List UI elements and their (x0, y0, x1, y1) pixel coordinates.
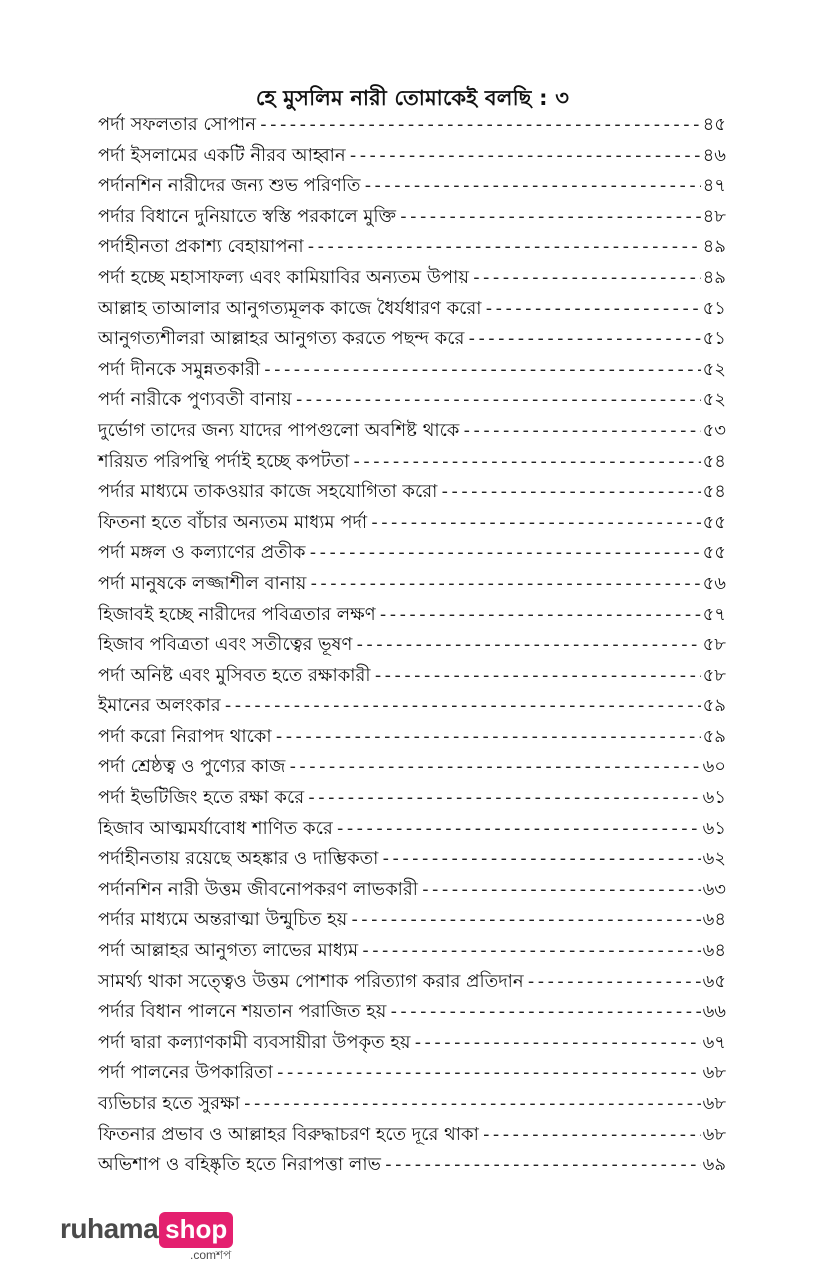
toc-entry (98, 141, 726, 172)
toc-entry (98, 661, 726, 692)
toc-entry-page-number: ৫২ (702, 389, 726, 411)
toc-entry (98, 385, 726, 416)
toc-entry-page-number: ৪৬ (702, 144, 726, 166)
toc-entry-title: পর্দা শ্রেষ্ঠত্ব ও পুণ্যের কাজ (98, 756, 286, 778)
toc-entry-page-number: ৫৯ (702, 725, 726, 747)
toc-dash-leader (388, 1001, 700, 1022)
toc-dash-leader (348, 145, 701, 166)
toc-entry (98, 508, 726, 539)
toc-dash-leader (412, 1032, 700, 1053)
toc-dash-leader (362, 175, 700, 196)
toc-entry-page-number: ৬৪ (702, 940, 726, 962)
toc-entry-page-number: ৫১ (702, 297, 726, 319)
toc-dash-leader (308, 573, 700, 594)
toc-entry-title: পর্দা দ্বারা কল্যাণকামী ব্যবসায়ীরা উপকৃত হয় (98, 1031, 411, 1053)
toc-dash-leader (380, 848, 700, 869)
toc-entry-page-number: ৫১ (702, 328, 726, 350)
toc-entry-title: পর্দা করো নিরাপদ থাকো (98, 725, 272, 747)
toc-entry-page-number: ৫৯ (702, 695, 726, 717)
toc-entry (98, 967, 726, 998)
toc-entry (98, 936, 726, 967)
toc-entry-page-number: ৬৮ (702, 1093, 726, 1114)
toc-entry-title: আল্লাহ তাআলার আনুগত্যমূলক কাজে ধৈর্যধারণ করো (98, 297, 482, 319)
toc-entry-page-number: ৬২ (702, 848, 726, 870)
toc-entry-page-number: ৬৩ (702, 878, 726, 900)
toc-entry (98, 1120, 726, 1151)
toc-entry-page-number: ৬১ (702, 787, 726, 809)
toc-entry-page-number: ৫৮ (702, 664, 726, 686)
toc-dash-leader (373, 665, 701, 686)
toc-dash-leader (471, 267, 701, 288)
logo-brand-text: ruhama (60, 1213, 159, 1244)
toc-dash-leader (461, 420, 700, 441)
toc-dash-leader (481, 1124, 701, 1145)
toc-dash-leader (466, 328, 700, 349)
toc-entry-title: পর্দার মাধ্যমে অন্তরাত্মা উন্মুচিত হয় (98, 909, 348, 931)
toc-entry-page-number: ৬৮ (702, 1123, 726, 1145)
toc-entry (98, 844, 726, 875)
logo-shop-text: shop (159, 1212, 233, 1248)
toc-entry-page-number: ৬৫ (702, 970, 726, 992)
toc-dash-leader (308, 542, 701, 563)
toc-dash-leader (398, 206, 701, 227)
toc-entry-title: পর্দা মঙ্গল ও কল্যাণের প্রতীক (98, 542, 306, 564)
toc-entry-title: ফিতনার প্রভাব ও আল্লাহর বিরুদ্ধাচরণ হতে দূরে থাকা (98, 1123, 479, 1145)
toc-dash-leader (306, 236, 701, 257)
toc-dash-leader (223, 695, 701, 716)
toc-entry-title: পর্দানশিন নারীদের জন্য শুভ পরিণতি (98, 175, 361, 197)
toc-dash-leader (349, 909, 700, 930)
toc-entry-page-number: ৪৮ (702, 205, 726, 227)
toc-entry-title: পর্দা পালনের উপকারিতা (98, 1062, 273, 1084)
toc-entry-title: আনুগত্যশীলরা আল্লাহর আনুগত্য করতে পছন্দ করে (98, 328, 465, 350)
toc-entry-title: হিজাবই হচ্ছে নারীদের পবিত্রতার লক্ষণ (98, 603, 376, 625)
toc-dash-leader (258, 114, 701, 135)
toc-dash-leader (369, 512, 701, 533)
toc-dash-leader (351, 451, 700, 472)
toc-entry-page-number: ৬৭ (702, 1031, 726, 1053)
toc-entry-title: হিজাব পবিত্রতা এবং সতীত্বের ভূষণ (98, 634, 353, 656)
toc-entry-page-number: ৫৮ (702, 634, 726, 656)
logo-shop-badge (159, 1210, 233, 1262)
toc-entry-title: পর্দা নারীকে পুণ্যবতী বানায় (98, 389, 292, 411)
toc-entry-page-number: ৫৭ (702, 603, 726, 625)
toc-dash-leader (484, 298, 701, 319)
toc-entry-title: ইমানের অলংকার (98, 695, 221, 717)
toc-entry-page-number: ৪৫ (702, 114, 726, 135)
toc-entry-title: পর্দার বিধান পালনে শয়তান পরাজিত হয় (98, 1001, 387, 1023)
toc-entry (98, 416, 726, 447)
toc-entry (98, 722, 726, 753)
logo-domain-text: .comশপ (190, 1248, 232, 1262)
toc-entry-title: পর্দার মাধ্যমে তাকওয়ার কাজে সহযোগিতা করো (98, 481, 438, 503)
toc-entry (98, 171, 726, 202)
toc-entry-page-number: ৬৬ (702, 1001, 726, 1023)
toc-entry-title: পর্দা দীনকে সমুন্নতকারী (98, 358, 261, 380)
toc-entry-title: অভিশাপ ও বহিষ্কৃতি হতে নিরাপত্তা লাভ (98, 1154, 381, 1176)
toc-entry (98, 569, 726, 600)
toc-entry-page-number: ৫৫ (702, 511, 726, 533)
toc-dash-leader (383, 1154, 701, 1175)
toc-entry-page-number: ৫৩ (702, 419, 726, 441)
toc-entry-page-number: ৫৪ (702, 450, 726, 472)
toc-entry (98, 997, 726, 1028)
toc-entry (98, 355, 726, 386)
toc-dash-leader (420, 879, 701, 900)
toc-entry (98, 263, 726, 294)
toc-entry (98, 1150, 726, 1181)
toc-entry (98, 1089, 726, 1120)
toc-dash-leader (287, 756, 700, 777)
toc-entry-title: পর্দাহীনতায় রয়েছে অহঙ্কার ও দাম্ভিকতা (98, 848, 379, 870)
toc-entry-title: শরিয়ত পরিপন্থি পর্দাই হচ্ছে কপটতা (98, 450, 350, 472)
toc-entry (98, 814, 726, 845)
toc-entry-title: পর্দা ইভটিজিং হতে রক্ষা করে (98, 787, 305, 809)
publisher-logo (60, 1210, 233, 1260)
toc-entry (98, 783, 726, 814)
toc-dash-leader (354, 634, 700, 655)
toc-entry (98, 447, 726, 478)
toc-entry-title: পর্দা সফলতার সোপান (98, 114, 257, 135)
toc-entry (98, 752, 726, 783)
toc-entry-title: পর্দা আল্লাহর আনুগত্য লাভের মাধ্যম (98, 940, 359, 962)
toc-entry-page-number: ৫৬ (702, 572, 726, 594)
toc-dash-leader (294, 389, 701, 410)
toc-entry-title: পর্দা হচ্ছে মহাসাফল্য এবং কামিয়াবির অন্যতম উপায় (98, 266, 469, 288)
toc-entry-page-number: ৬৪ (702, 909, 726, 931)
toc-entry-title: পর্দার বিধানে দুনিয়াতে স্বস্তি পরকালে মুক্তি (98, 205, 397, 227)
toc-entry-title: দুর্ভোগ তাদের জন্য যাদের পাপগুলো অবশিষ্ট থাকে (98, 419, 460, 441)
toc-entry (98, 905, 726, 936)
toc-entry-page-number: ৫২ (702, 358, 726, 380)
toc-entry (98, 600, 726, 631)
toc-entry-title: পর্দাহীনতা প্রকাশ্য বেহায়াপনা (98, 236, 304, 258)
toc-entry-page-number: ৬০ (702, 756, 726, 778)
toc-entry (98, 538, 726, 569)
toc-entry-page-number: ৫৪ (702, 481, 726, 503)
toc-entry (98, 875, 726, 906)
toc-entry (98, 202, 726, 233)
toc-entry-page-number: ৪৯ (702, 236, 726, 258)
toc-entry-title: ফিতনা হতে বাঁচার অন্যতম মাধ্যম পর্দা (98, 511, 368, 533)
toc-entry (98, 630, 726, 661)
toc-entry-title: হিজাব আত্মমর্যাবোধ শাণিত করে (98, 817, 333, 839)
toc-entry-title: পর্দা অনিষ্ট এবং মুসিবত হতে রক্ষাকারী (98, 664, 371, 686)
toc-entry-page-number: ৪৭ (702, 175, 726, 197)
toc-dash-leader (526, 971, 701, 992)
toc-entry (98, 294, 726, 325)
toc-entry-page-number: ৫৫ (702, 542, 726, 564)
toc-dash-leader (378, 604, 701, 625)
toc-entry-page-number: ৬১ (702, 817, 726, 839)
toc-entry (98, 110, 726, 141)
toc-entry-page-number: ৬৯ (702, 1154, 726, 1176)
toc-entry (98, 232, 726, 263)
toc-entry-page-number: ৬৮ (702, 1062, 726, 1084)
toc-entry (98, 1028, 726, 1059)
toc-entry (98, 691, 726, 722)
toc-dash-leader (335, 818, 701, 839)
toc-entry-title: পর্দা মানুষকে লজ্জাশীল বানায় (98, 572, 307, 594)
toc-dash-leader (242, 1093, 701, 1114)
toc-entry (98, 477, 726, 508)
toc-entry-title: ব্যভিচার হতে সুরক্ষা (98, 1093, 240, 1114)
toc-entry-page-number: ৪৯ (702, 266, 726, 288)
toc-entry-title: সামর্থ্য থাকা সত্ত্বেও উত্তম পোশাক পরিত্যাগ করার প্রতিদান (98, 970, 524, 992)
table-of-contents (98, 110, 726, 1181)
toc-entry-title: পর্দা ইসলামের একটি নীরব আহ্বান (98, 144, 346, 166)
toc-dash-leader (306, 787, 700, 808)
page-title: হে মুসলিম নারী তোমাকেই বলছি : ৩ (255, 86, 570, 110)
toc-entry-title: পর্দানশিন নারী উত্তম জীবনোপকরণ লাভকারী (98, 878, 418, 900)
toc-dash-leader (439, 481, 700, 502)
toc-dash-leader (274, 726, 701, 747)
toc-dash-leader (262, 359, 701, 380)
toc-dash-leader (275, 1062, 701, 1083)
toc-entry (98, 1058, 726, 1089)
toc-dash-leader (360, 940, 700, 961)
toc-entry (98, 324, 726, 355)
